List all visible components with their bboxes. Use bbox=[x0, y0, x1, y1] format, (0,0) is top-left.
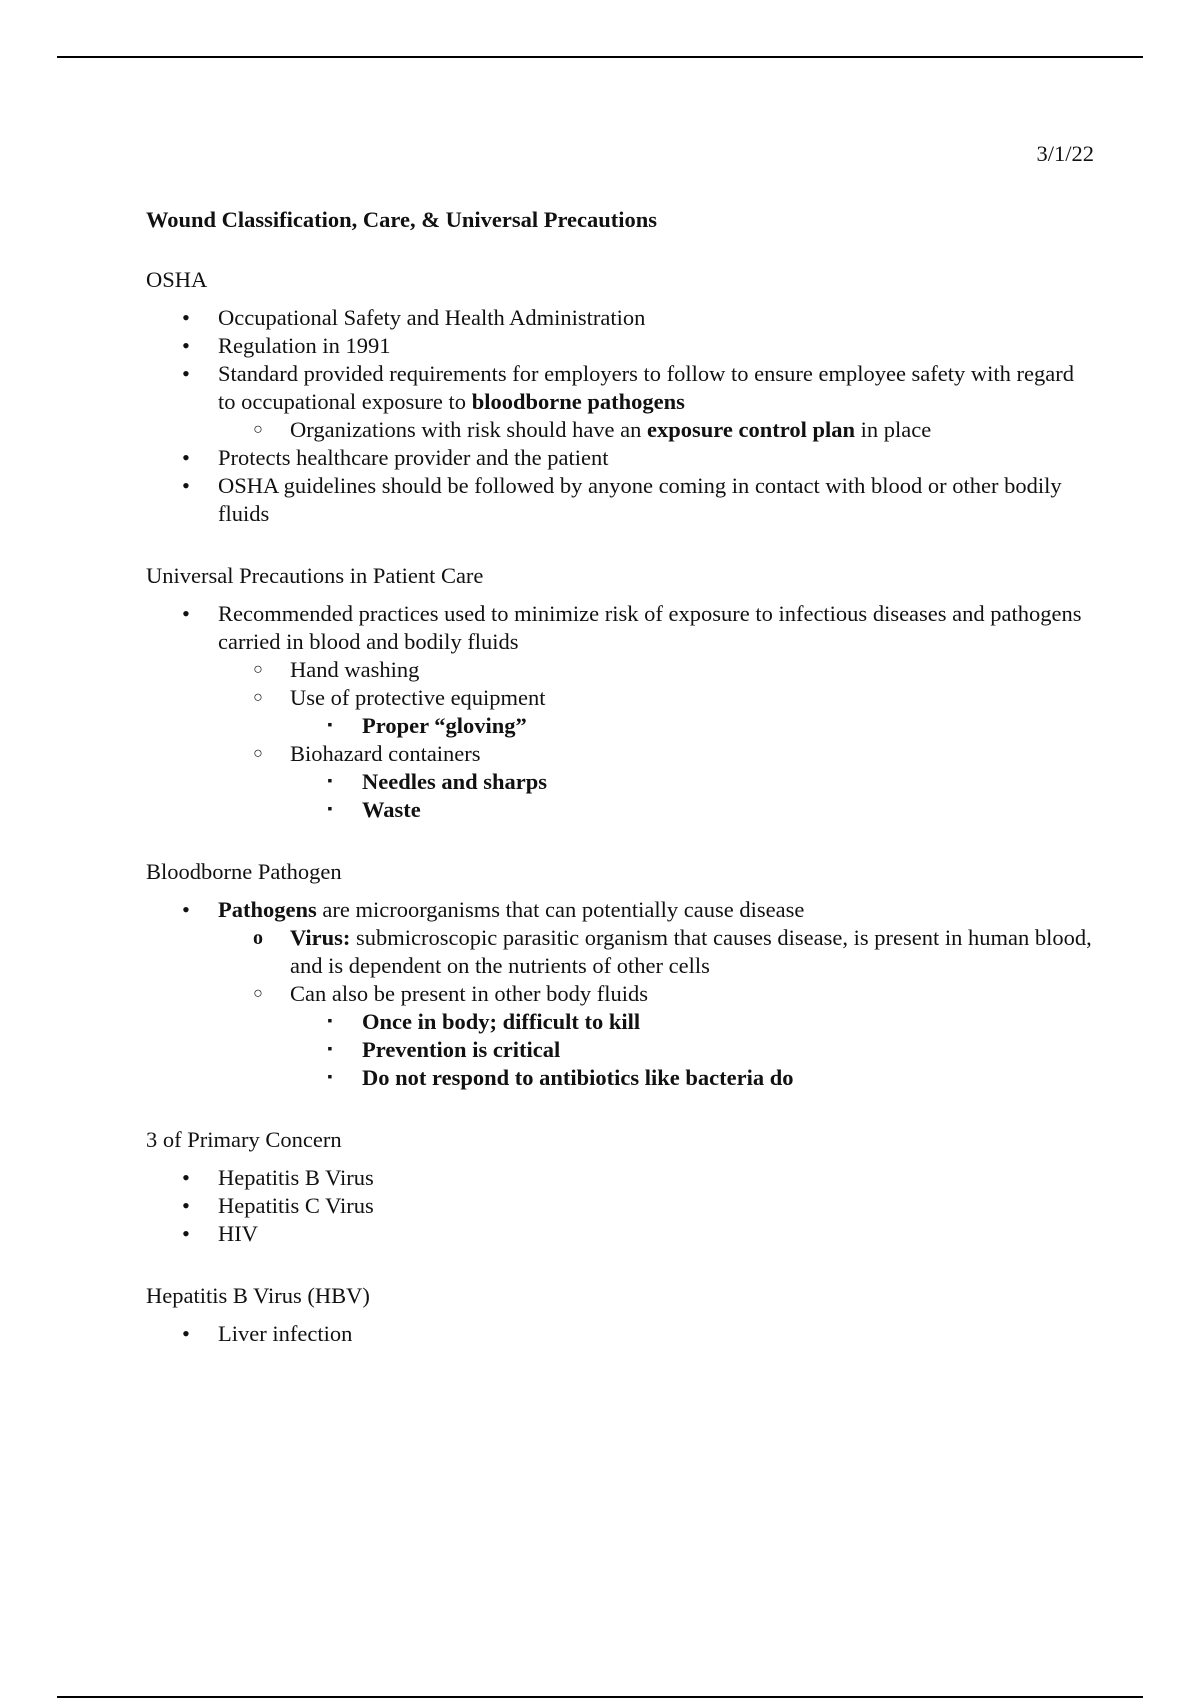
circle-marker: ○ bbox=[253, 421, 263, 438]
sub-sublist-item bbox=[290, 1008, 1094, 1036]
list-item bbox=[146, 1220, 1094, 1248]
list-item bbox=[146, 360, 1094, 444]
list-item bbox=[146, 1320, 1094, 1348]
bullet-marker: • bbox=[182, 333, 190, 358]
list-item-text: Can also be present in other body fluids bbox=[290, 981, 649, 1006]
circle-marker: o bbox=[253, 927, 263, 949]
list-item bbox=[146, 1164, 1094, 1192]
list-item-text: Standard provided requirements for employers to follow to ensure employee safety with regard to occupational exposure to bbox=[218, 361, 1074, 414]
bullet-marker: • bbox=[182, 1321, 190, 1346]
bottom-rule bbox=[57, 1696, 1143, 1698]
bold-term: Pathogens bbox=[218, 897, 317, 922]
sub-sublist bbox=[290, 712, 1094, 740]
list-item-text: HIV bbox=[218, 1221, 258, 1246]
list-item-text: are microorganisms that can potentially cause disease bbox=[316, 897, 805, 922]
list-item-text: Protects healthcare provider and the patient bbox=[218, 445, 609, 470]
list-item-text: Use of protective equipment bbox=[290, 685, 546, 710]
bold-term: Virus: bbox=[290, 925, 351, 950]
sub-sublist-item bbox=[290, 796, 1094, 824]
list-item-text: Hand washing bbox=[290, 657, 420, 682]
bullet-marker: • bbox=[182, 305, 190, 330]
sub-sublist-item bbox=[290, 1064, 1094, 1092]
list-item-text: OSHA guidelines should be followed by anyone coming in contact with blood or other bodily fluids bbox=[218, 473, 1062, 526]
bullet-marker: • bbox=[182, 361, 190, 386]
bold-term: bloodborne pathogens bbox=[471, 389, 685, 414]
document-date: 3/1/22 bbox=[1036, 141, 1094, 166]
sublist-item bbox=[218, 416, 1094, 444]
list-item-text: Liver infection bbox=[218, 1321, 353, 1346]
list-item bbox=[146, 472, 1094, 528]
list-item-text: Biohazard containers bbox=[290, 741, 481, 766]
circle-marker: ○ bbox=[253, 661, 263, 678]
bullet-marker: • bbox=[182, 1165, 190, 1190]
bullet-marker: • bbox=[182, 601, 190, 626]
list-item bbox=[146, 304, 1094, 332]
list-item-text: Regulation in 1991 bbox=[218, 333, 391, 358]
list-item-text: Organizations with risk should have an bbox=[290, 417, 648, 442]
sublist-item bbox=[218, 684, 1094, 740]
sublist-item bbox=[218, 980, 1094, 1092]
universal-precautions-list bbox=[146, 600, 1094, 824]
bullet-marker: • bbox=[182, 445, 190, 470]
square-marker: ▪ bbox=[327, 802, 333, 817]
list-item-text: Occupational Safety and Health Administration bbox=[218, 305, 646, 330]
section-heading-primary-concern: 3 of Primary Concern bbox=[146, 1127, 342, 1152]
list-item-text: in place bbox=[854, 417, 932, 442]
list-item bbox=[146, 1192, 1094, 1220]
document-title: Wound Classification, Care, & Universal Precautions bbox=[146, 207, 658, 232]
top-rule bbox=[57, 56, 1143, 58]
bullet-marker: • bbox=[182, 1193, 190, 1218]
osha-list bbox=[146, 304, 1094, 528]
list-item-text: Waste bbox=[362, 797, 421, 822]
square-marker: ▪ bbox=[327, 1014, 333, 1029]
section-heading-osha: OSHA bbox=[146, 267, 208, 292]
list-item bbox=[146, 896, 1094, 1092]
section-heading-bloodborne-pathogen: Bloodborne Pathogen bbox=[146, 859, 342, 884]
hepatitis-b-list bbox=[146, 1320, 1094, 1348]
sublist-item bbox=[218, 656, 1094, 684]
list-item-text: Prevention is critical bbox=[362, 1037, 561, 1062]
circle-marker: ○ bbox=[253, 689, 263, 706]
bullet-marker: • bbox=[182, 897, 190, 922]
sub-sublist bbox=[290, 1008, 1094, 1092]
list-item-text: Hepatitis C Virus bbox=[218, 1193, 374, 1218]
circle-marker: ○ bbox=[253, 985, 263, 1002]
bold-term: exposure control plan bbox=[647, 417, 855, 442]
list-item-text: Needles and sharps bbox=[362, 769, 548, 794]
list-item-text: Proper “gloving” bbox=[362, 713, 527, 738]
primary-concern-list bbox=[146, 1164, 1094, 1248]
list-item-text: Do not respond to antibiotics like bacteria do bbox=[362, 1065, 794, 1090]
sub-sublist-item bbox=[290, 1036, 1094, 1064]
list-item bbox=[146, 444, 1094, 472]
list-item bbox=[146, 600, 1094, 824]
sub-sublist bbox=[290, 768, 1094, 824]
sub-sublist-item bbox=[290, 712, 1094, 740]
sublist bbox=[218, 656, 1094, 824]
section-heading-universal-precautions: Universal Precautions in Patient Care bbox=[146, 563, 484, 588]
square-marker: ▪ bbox=[327, 774, 333, 789]
bloodborne-pathogen-list bbox=[146, 896, 1094, 1092]
square-marker: ▪ bbox=[327, 1070, 333, 1085]
sublist bbox=[218, 924, 1094, 1092]
sublist-item bbox=[218, 924, 1094, 980]
bullet-marker: • bbox=[182, 1221, 190, 1246]
document-page bbox=[146, 140, 1094, 1348]
square-marker: ▪ bbox=[327, 718, 333, 733]
sublist-item bbox=[218, 740, 1094, 824]
list-item-text: Recommended practices used to minimize risk of exposure to infectious diseases and pathogens carried in blood and bodily fluids bbox=[218, 601, 1082, 654]
list-item-text: submicroscopic parasitic organism that causes disease, is present in human blood, and is dependent on the nutrients of other cells bbox=[290, 925, 1092, 978]
section-heading-hepatitis-b: Hepatitis B Virus (HBV) bbox=[146, 1283, 370, 1308]
sub-sublist-item bbox=[290, 768, 1094, 796]
square-marker: ▪ bbox=[327, 1042, 333, 1057]
circle-marker: ○ bbox=[253, 745, 263, 762]
list-item bbox=[146, 332, 1094, 360]
list-item-text: Once in body; difficult to kill bbox=[362, 1009, 641, 1034]
list-item-text: Hepatitis B Virus bbox=[218, 1165, 374, 1190]
sublist bbox=[218, 416, 1094, 444]
bullet-marker: • bbox=[182, 473, 190, 498]
